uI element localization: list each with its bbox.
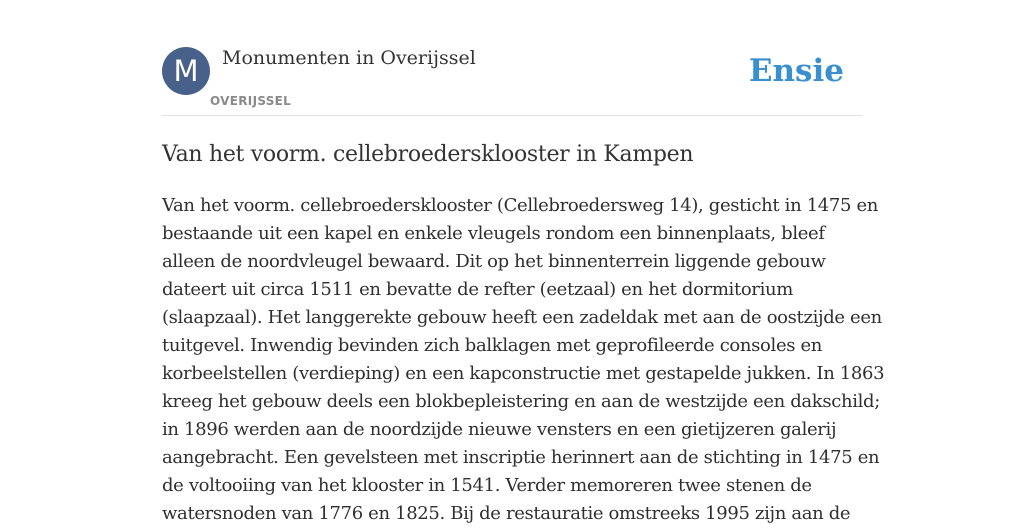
body-line: (slaapzaal). Het langgerekte gebouw heeft een zadeldak met aan de oostzijde een xyxy=(162,307,882,328)
body-line: tuitgevel. Inwendig bevinden zich balklagen met geprofileerde consoles en xyxy=(162,335,823,356)
article-body xyxy=(162,192,885,528)
body-line: dateert uit circa 1511 en bevatte de refter (eetzaal) en het dormitorium xyxy=(162,279,793,300)
category-link[interactable]: OVERIJSSEL xyxy=(210,94,292,108)
article-title: Van het voorm. cellebroedersklooster in Kampen xyxy=(162,142,694,167)
site-title-link[interactable]: Monumenten in Overijssel xyxy=(222,47,476,69)
body-line: korbeelstellen (verdieping) en een kapconstructie met gestapelde jukken. In 1863 xyxy=(162,363,885,384)
body-line: alleen de noordvleugel bewaard. Dit op het binnenterrein liggende gebouw xyxy=(162,251,826,272)
body-line: watersnoden van 1776 en 1825. Bij de restauratie omstreeks 1995 zijn aan de xyxy=(162,503,851,524)
avatar[interactable]: M xyxy=(162,47,210,95)
header-divider xyxy=(162,115,862,116)
body-line: in 1896 werden aan de noordzijde nieuwe vensters en een gietijzeren galerij xyxy=(162,419,837,440)
body-line: de voltooiing van het klooster in 1541. Verder memoreren twee stenen de xyxy=(162,475,812,496)
body-line: Van het voorm. cellebroedersklooster (Cellebroedersweg 14), gesticht in 1475 en xyxy=(162,195,879,216)
body-line: aangebracht. Een gevelsteen met inscriptie herinnert aan de stichting in 1475 en xyxy=(162,447,880,468)
header xyxy=(162,46,862,116)
body-line: bestaande uit een kapel en enkele vleugels rondom een binnenplaats, bleef xyxy=(162,223,825,244)
body-line: kreeg het gebouw deels een blokbepleistering en aan de westzijde een dakschild; xyxy=(162,391,880,412)
brand-logo-link[interactable]: Ensie xyxy=(748,53,844,89)
